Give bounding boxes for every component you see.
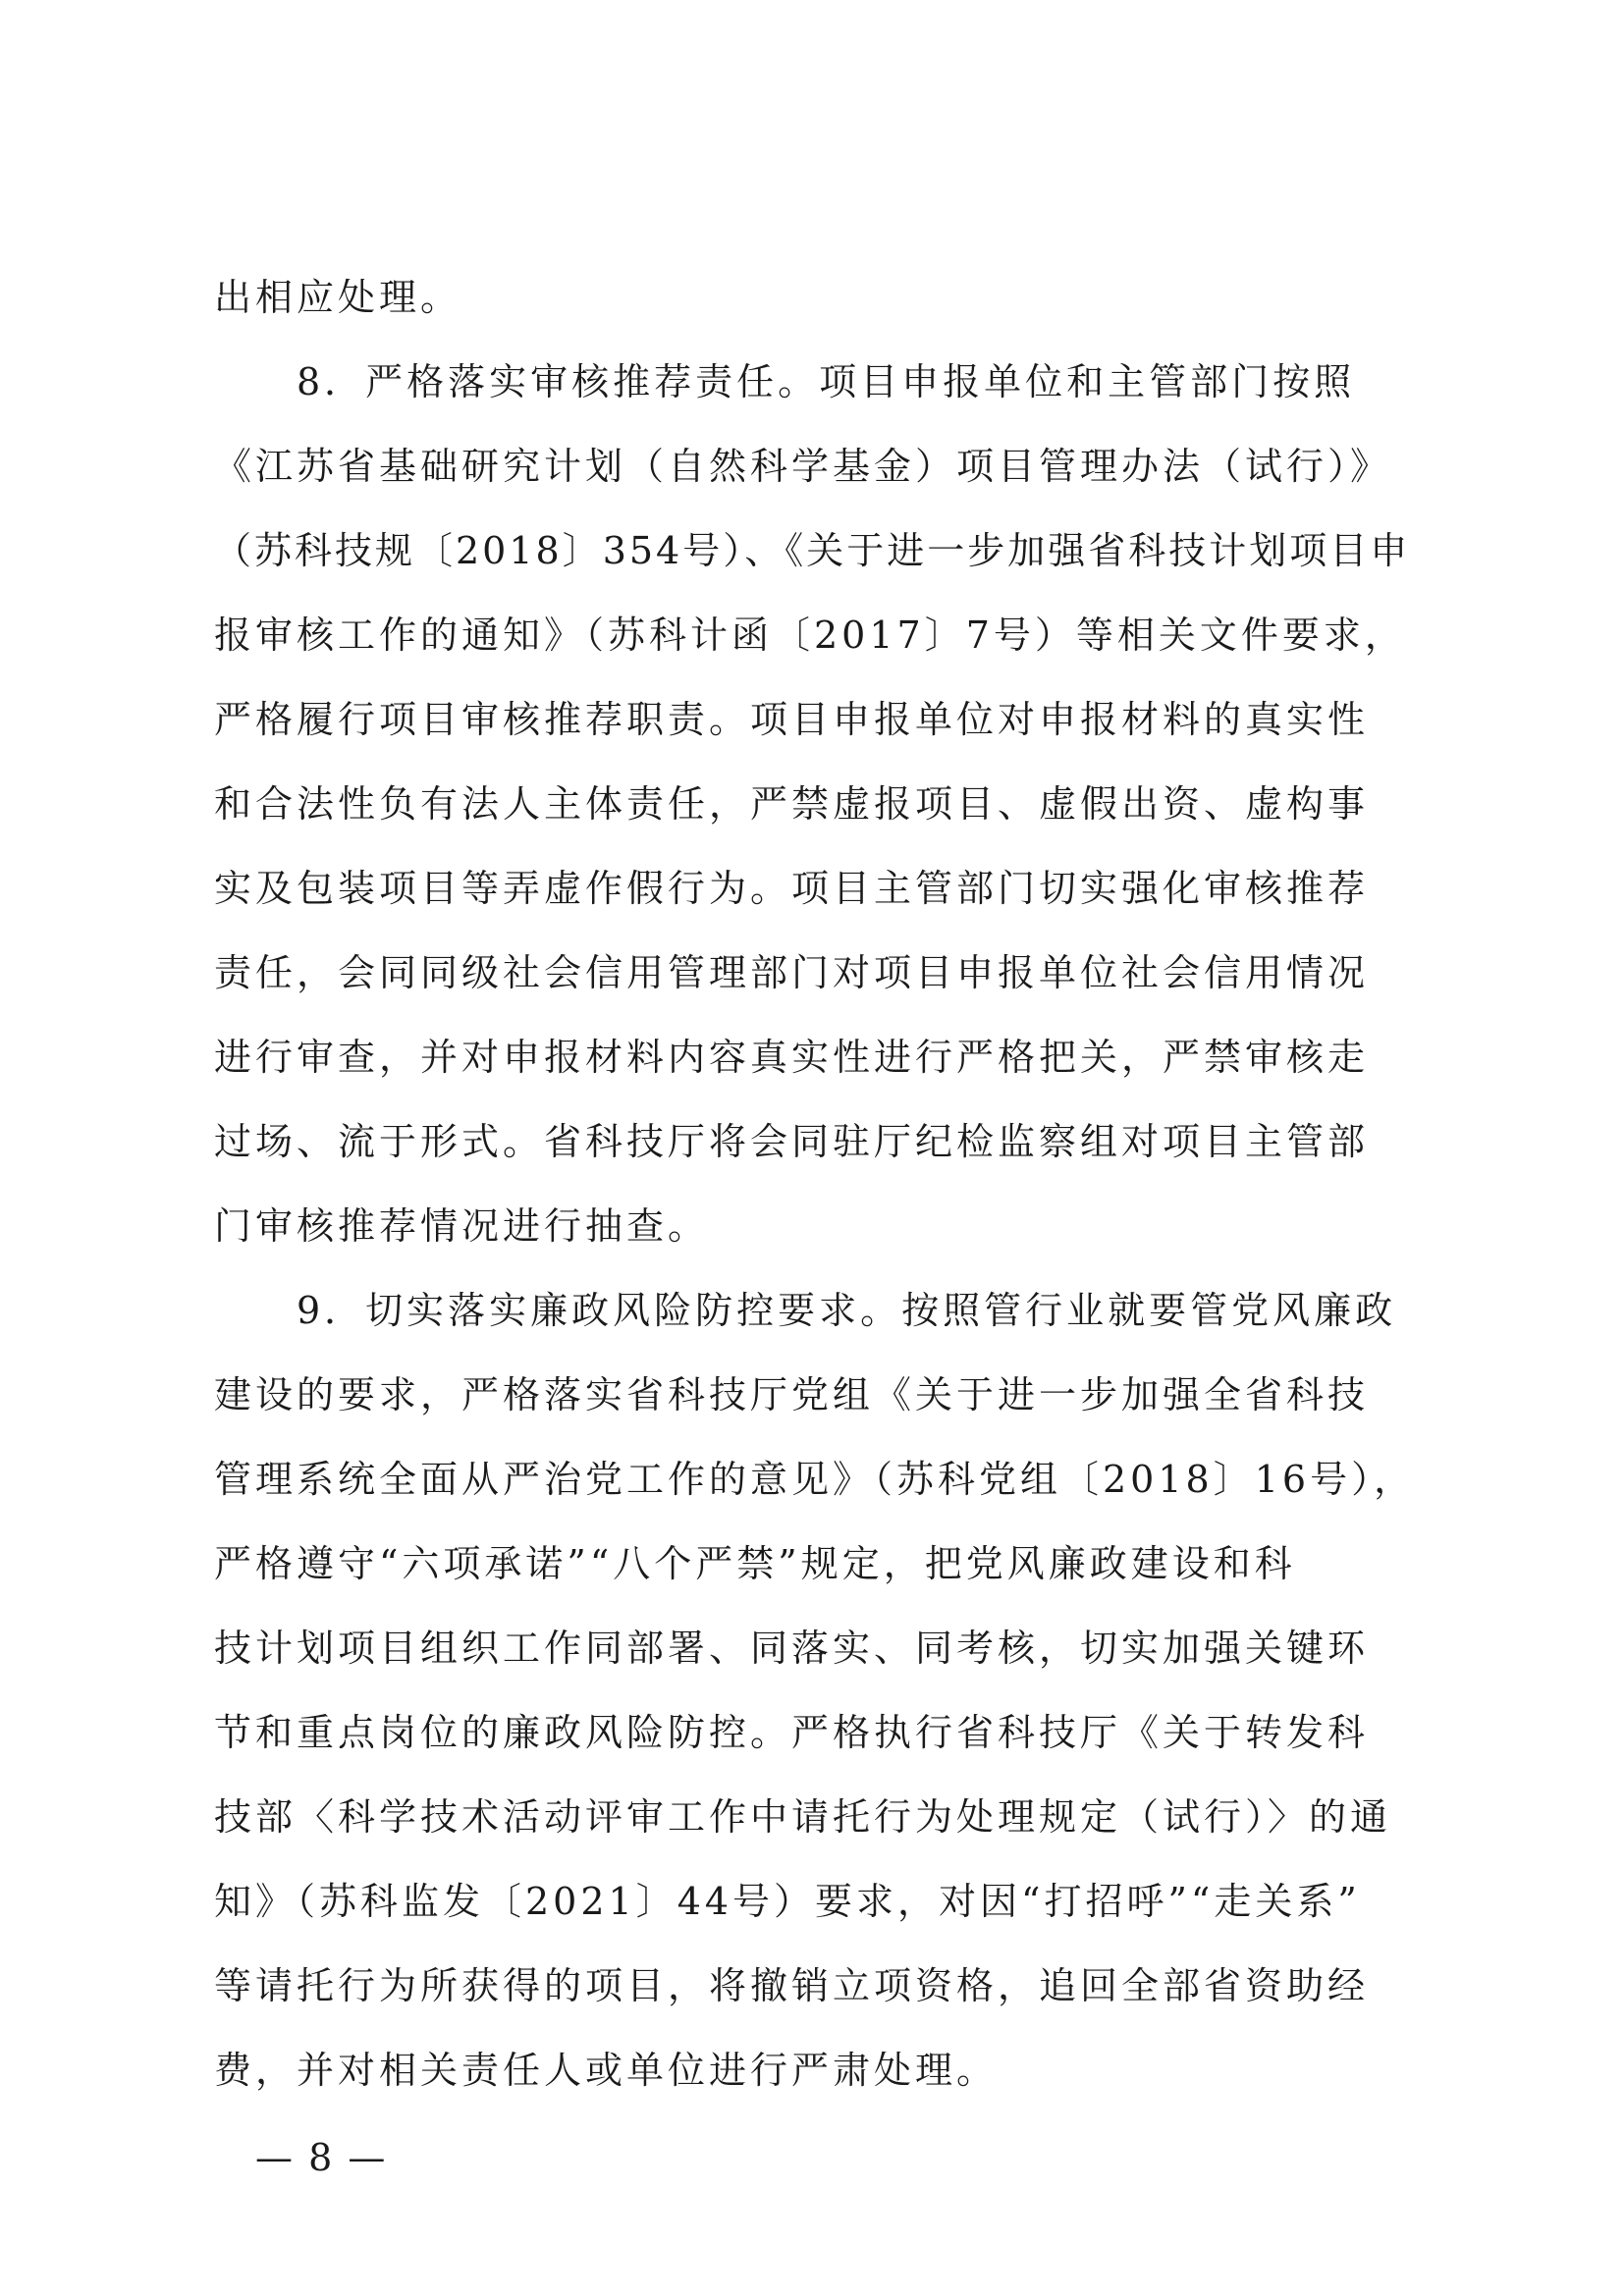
text-line: 技计划项目组织工作同部署、同落实、同考核，切实加强关键环: [214, 1627, 1370, 1670]
text-line: 严格履行项目审核推荐职责。项目申报单位对申报材料的真实性: [214, 698, 1370, 741]
text-line: 8．严格落实审核推荐责任。项目申报单位和主管部门按照: [214, 360, 1356, 403]
text-line: 管理系统全面从严治党工作的意见》（苏科党组〔2018〕16号），: [214, 1458, 1416, 1501]
text-line: 进行审查，并对申报材料内容真实性进行严格把关，严禁审核走: [214, 1036, 1370, 1079]
text-line: 严格遵守“六项承诺”“八个严禁”规定，把党风廉政建设和科: [214, 1542, 1296, 1585]
text-line: 和合法性负有法人主体责任，严禁虚报项目、虚假出资、虚构事: [214, 782, 1370, 826]
text-line: 过场、流于形式。省科技厅将会同驻厅纪检监察组对项目主管部: [214, 1120, 1370, 1163]
text-line: 门审核推荐情况进行抽查。: [214, 1204, 710, 1248]
text-line: 出相应处理。: [214, 276, 462, 319]
text-line: 《江苏省基础研究计划（自然科学基金）项目管理办法（试行）》: [214, 445, 1392, 488]
text-line: 技部〈科学技术活动评审工作中请托行为处理规定（试行）〉的通: [214, 1795, 1392, 1839]
text-line: 等请托行为所获得的项目，将撤销立项资格，追回全部省资助经: [214, 1964, 1370, 2007]
text-line: 责任，会同同级社会信用管理部门对项目申报单位社会信用情况: [214, 951, 1370, 994]
text-line: 报审核工作的通知》（苏科计函〔2017〕7号）等相关文件要求，: [214, 614, 1406, 657]
text-line: 节和重点岗位的廉政风险防控。严格执行省科技厅《关于转发科: [214, 1711, 1370, 1754]
text-line: 建设的要求，严格落实省科技厅党组《关于进一步加强全省科技: [214, 1373, 1370, 1416]
text-line: 9．切实落实廉政风险防控要求。按照管行业就要管党风廉政: [214, 1289, 1397, 1332]
text-line: 费，并对相关责任人或单位进行严肃处理。: [214, 2049, 999, 2092]
text-line: （苏科技规〔2018〕354号）、《关于进一步加强省科技计划项目申: [214, 529, 1411, 572]
text-line: 实及包装项目等弄虚作假行为。项目主管部门切实强化审核推荐: [214, 867, 1370, 910]
text-line: 知》（苏科监发〔2021〕44号）要求，对因“打招呼”“走关系”: [214, 1880, 1361, 1923]
page-number: — 8 —: [255, 2136, 388, 2179]
